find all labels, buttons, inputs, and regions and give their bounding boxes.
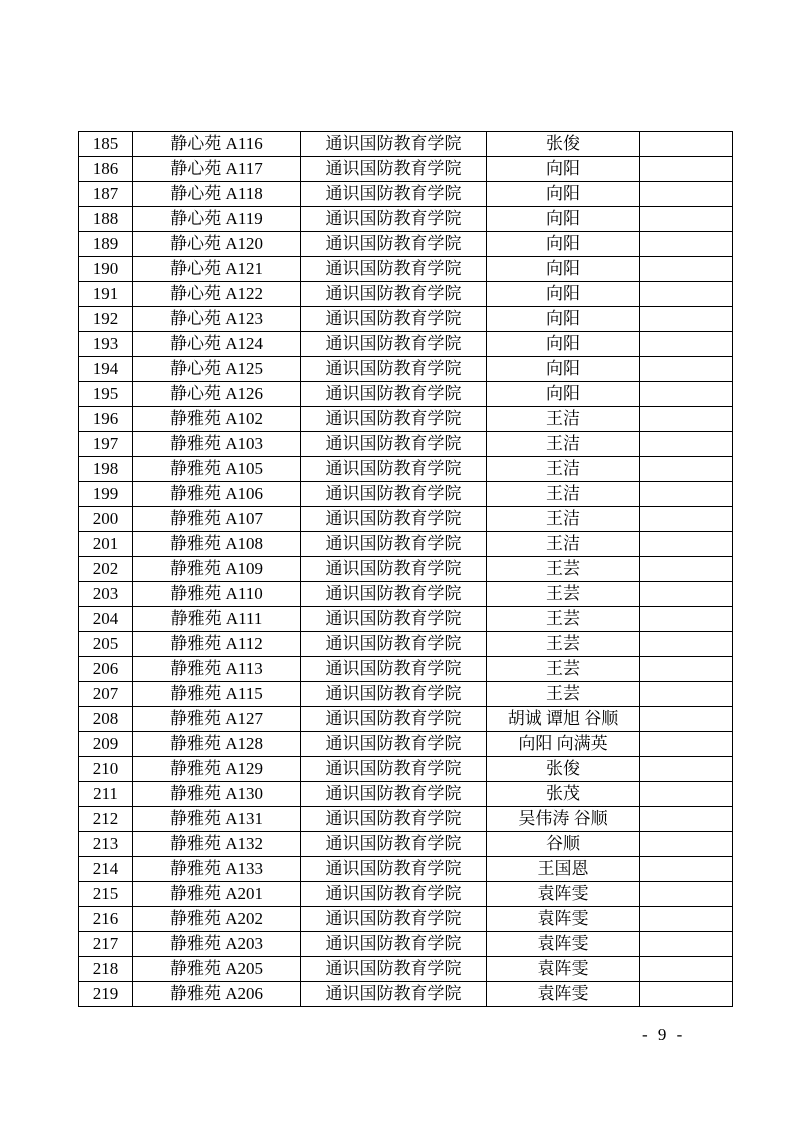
remark-cell [640,232,733,257]
table-row [79,357,733,382]
room-cell: 静雅苑 A110 [133,582,301,607]
manager-cell: 王洁 [487,532,640,557]
table-body [79,132,733,1007]
row-number-cell: 206 [79,657,133,682]
remark-cell [640,807,733,832]
remark-cell [640,307,733,332]
manager-cell: 王芸 [487,682,640,707]
room-cell: 静雅苑 A202 [133,907,301,932]
room-cell: 静雅苑 A111 [133,607,301,632]
row-number-cell: 209 [79,732,133,757]
remark-cell [640,582,733,607]
remark-cell [640,407,733,432]
remark-cell [640,757,733,782]
college-cell: 通识国防教育学院 [301,832,487,857]
college-cell: 通识国防教育学院 [301,782,487,807]
row-number-cell: 208 [79,707,133,732]
dormitory-assignment-table [78,131,733,1007]
college-cell: 通识国防教育学院 [301,757,487,782]
college-cell: 通识国防教育学院 [301,307,487,332]
room-cell: 静心苑 A119 [133,207,301,232]
room-cell: 静雅苑 A131 [133,807,301,832]
table-row [79,882,733,907]
row-number-cell: 212 [79,807,133,832]
manager-cell: 向阳 [487,182,640,207]
table-row [79,382,733,407]
table-row [79,932,733,957]
table-row [79,682,733,707]
table-row [79,707,733,732]
table-row [79,332,733,357]
room-cell: 静心苑 A120 [133,232,301,257]
room-cell: 静雅苑 A206 [133,982,301,1007]
manager-cell: 张俊 [487,757,640,782]
table-row [79,482,733,507]
table-row [79,432,733,457]
table-row [79,157,733,182]
college-cell: 通识国防教育学院 [301,432,487,457]
manager-cell: 向阳 向满英 [487,732,640,757]
room-cell: 静心苑 A121 [133,257,301,282]
row-number-cell: 192 [79,307,133,332]
manager-cell: 王芸 [487,632,640,657]
remark-cell [640,507,733,532]
row-number-cell: 200 [79,507,133,532]
table-row [79,832,733,857]
manager-cell: 谷顺 [487,832,640,857]
row-number-cell: 210 [79,757,133,782]
row-number-cell: 214 [79,857,133,882]
table-row [79,307,733,332]
room-cell: 静雅苑 A205 [133,957,301,982]
row-number-cell: 211 [79,782,133,807]
college-cell: 通识国防教育学院 [301,382,487,407]
college-cell: 通识国防教育学院 [301,557,487,582]
college-cell: 通识国防教育学院 [301,932,487,957]
college-cell: 通识国防教育学院 [301,682,487,707]
manager-cell: 王洁 [487,507,640,532]
manager-cell: 王芸 [487,607,640,632]
college-cell: 通识国防教育学院 [301,257,487,282]
manager-cell: 向阳 [487,257,640,282]
remark-cell [640,482,733,507]
remark-cell [640,957,733,982]
room-cell: 静雅苑 A106 [133,482,301,507]
manager-cell: 向阳 [487,307,640,332]
table-row [79,757,733,782]
row-number-cell: 213 [79,832,133,857]
table-row [79,982,733,1007]
college-cell: 通识国防教育学院 [301,407,487,432]
remark-cell [640,132,733,157]
room-cell: 静心苑 A125 [133,357,301,382]
room-cell: 静雅苑 A127 [133,707,301,732]
table-row [79,957,733,982]
remark-cell [640,157,733,182]
table-row [79,807,733,832]
room-cell: 静心苑 A118 [133,182,301,207]
remark-cell [640,707,733,732]
remark-cell [640,432,733,457]
college-cell: 通识国防教育学院 [301,657,487,682]
manager-cell: 王洁 [487,482,640,507]
remark-cell [640,257,733,282]
table-row [79,407,733,432]
table-row [79,232,733,257]
row-number-cell: 195 [79,382,133,407]
remark-cell [640,632,733,657]
manager-cell: 张茂 [487,782,640,807]
table-row [79,657,733,682]
row-number-cell: 207 [79,682,133,707]
row-number-cell: 194 [79,357,133,382]
college-cell: 通识国防教育学院 [301,157,487,182]
room-cell: 静雅苑 A133 [133,857,301,882]
room-cell: 静雅苑 A112 [133,632,301,657]
remark-cell [640,682,733,707]
manager-cell: 向阳 [487,157,640,182]
table-row [79,557,733,582]
table-row [79,607,733,632]
row-number-cell: 187 [79,182,133,207]
college-cell: 通识国防教育学院 [301,707,487,732]
college-cell: 通识国防教育学院 [301,182,487,207]
remark-cell [640,982,733,1007]
manager-cell: 袁阵雯 [487,957,640,982]
college-cell: 通识国防教育学院 [301,982,487,1007]
room-cell: 静雅苑 A132 [133,832,301,857]
row-number-cell: 188 [79,207,133,232]
row-number-cell: 219 [79,982,133,1007]
room-cell: 静雅苑 A203 [133,932,301,957]
table-row [79,207,733,232]
remark-cell [640,857,733,882]
college-cell: 通识国防教育学院 [301,607,487,632]
remark-cell [640,907,733,932]
room-cell: 静心苑 A122 [133,282,301,307]
manager-cell: 向阳 [487,357,640,382]
row-number-cell: 190 [79,257,133,282]
remark-cell [640,382,733,407]
remark-cell [640,832,733,857]
row-number-cell: 196 [79,407,133,432]
college-cell: 通识国防教育学院 [301,582,487,607]
table-row [79,507,733,532]
room-cell: 静雅苑 A102 [133,407,301,432]
college-cell: 通识国防教育学院 [301,232,487,257]
college-cell: 通识国防教育学院 [301,457,487,482]
college-cell: 通识国防教育学院 [301,132,487,157]
college-cell: 通识国防教育学院 [301,207,487,232]
table-row [79,182,733,207]
table-row [79,257,733,282]
row-number-cell: 205 [79,632,133,657]
college-cell: 通识国防教育学院 [301,807,487,832]
dormitory-table-container [78,131,732,1007]
manager-cell: 袁阵雯 [487,907,640,932]
table-row [79,732,733,757]
row-number-cell: 186 [79,157,133,182]
remark-cell [640,357,733,382]
remark-cell [640,607,733,632]
college-cell: 通识国防教育学院 [301,882,487,907]
manager-cell: 王芸 [487,582,640,607]
room-cell: 静心苑 A124 [133,332,301,357]
college-cell: 通识国防教育学院 [301,732,487,757]
manager-cell: 张俊 [487,132,640,157]
row-number-cell: 217 [79,932,133,957]
row-number-cell: 202 [79,557,133,582]
page-number: - 9 - [642,1025,686,1044]
manager-cell: 王芸 [487,657,640,682]
table-row [79,857,733,882]
remark-cell [640,332,733,357]
room-cell: 静雅苑 A103 [133,432,301,457]
remark-cell [640,207,733,232]
row-number-cell: 193 [79,332,133,357]
college-cell: 通识国防教育学院 [301,282,487,307]
manager-cell: 王国恩 [487,857,640,882]
room-cell: 静雅苑 A130 [133,782,301,807]
row-number-cell: 198 [79,457,133,482]
row-number-cell: 216 [79,907,133,932]
room-cell: 静雅苑 A108 [133,532,301,557]
row-number-cell: 189 [79,232,133,257]
row-number-cell: 199 [79,482,133,507]
table-row [79,282,733,307]
college-cell: 通识国防教育学院 [301,357,487,382]
room-cell: 静雅苑 A107 [133,507,301,532]
manager-cell: 袁阵雯 [487,982,640,1007]
college-cell: 通识国防教育学院 [301,857,487,882]
room-cell: 静心苑 A116 [133,132,301,157]
row-number-cell: 215 [79,882,133,907]
manager-cell: 吴伟涛 谷顺 [487,807,640,832]
remark-cell [640,182,733,207]
manager-cell: 向阳 [487,282,640,307]
room-cell: 静心苑 A126 [133,382,301,407]
row-number-cell: 204 [79,607,133,632]
table-row [79,457,733,482]
manager-cell: 王洁 [487,432,640,457]
room-cell: 静雅苑 A113 [133,657,301,682]
remark-cell [640,457,733,482]
table-row [79,632,733,657]
table-row [79,582,733,607]
row-number-cell: 197 [79,432,133,457]
remark-cell [640,932,733,957]
room-cell: 静雅苑 A201 [133,882,301,907]
row-number-cell: 218 [79,957,133,982]
room-cell: 静雅苑 A109 [133,557,301,582]
remark-cell [640,732,733,757]
room-cell: 静心苑 A123 [133,307,301,332]
remark-cell [640,557,733,582]
table-row [79,132,733,157]
college-cell: 通识国防教育学院 [301,632,487,657]
manager-cell: 王芸 [487,557,640,582]
manager-cell: 向阳 [487,232,640,257]
row-number-cell: 203 [79,582,133,607]
remark-cell [640,532,733,557]
remark-cell [640,882,733,907]
remark-cell [640,782,733,807]
remark-cell [640,282,733,307]
room-cell: 静雅苑 A129 [133,757,301,782]
room-cell: 静心苑 A117 [133,157,301,182]
room-cell: 静雅苑 A105 [133,457,301,482]
manager-cell: 袁阵雯 [487,932,640,957]
college-cell: 通识国防教育学院 [301,957,487,982]
room-cell: 静雅苑 A128 [133,732,301,757]
row-number-cell: 201 [79,532,133,557]
college-cell: 通识国防教育学院 [301,507,487,532]
remark-cell [640,657,733,682]
room-cell: 静雅苑 A115 [133,682,301,707]
college-cell: 通识国防教育学院 [301,482,487,507]
row-number-cell: 185 [79,132,133,157]
manager-cell: 王洁 [487,457,640,482]
manager-cell: 向阳 [487,382,640,407]
manager-cell: 袁阵雯 [487,882,640,907]
table-row [79,532,733,557]
manager-cell: 胡诚 谭旭 谷顺 [487,707,640,732]
manager-cell: 王洁 [487,407,640,432]
row-number-cell: 191 [79,282,133,307]
manager-cell: 向阳 [487,207,640,232]
table-row [79,782,733,807]
college-cell: 通识国防教育学院 [301,332,487,357]
table-row [79,907,733,932]
college-cell: 通识国防教育学院 [301,907,487,932]
college-cell: 通识国防教育学院 [301,532,487,557]
manager-cell: 向阳 [487,332,640,357]
